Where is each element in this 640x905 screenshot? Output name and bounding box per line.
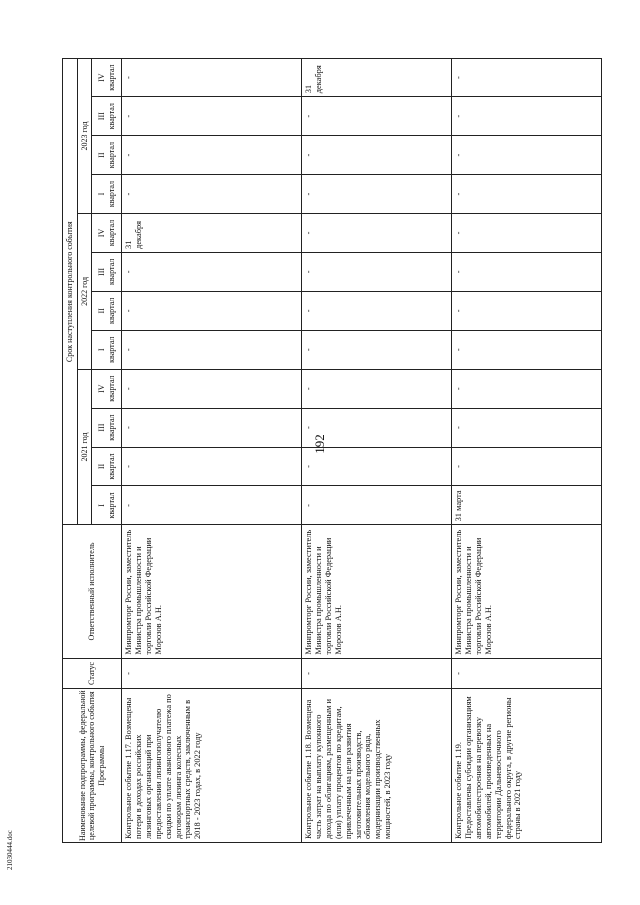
quarter-header — [92, 252, 122, 291]
quarter-number: III — [97, 267, 107, 276]
header-year-2022: 2022 год — [78, 214, 92, 370]
quarter-word: квартал — [106, 375, 116, 402]
deadline-cell: - — [302, 175, 452, 214]
deadline-cell: - — [452, 214, 602, 253]
deadline-cell: - — [452, 136, 602, 175]
quarter-number: II — [97, 152, 107, 158]
deadline-cell: - — [302, 408, 452, 447]
quarter-header — [92, 97, 122, 136]
deadline-cell: - — [122, 330, 302, 369]
quarter-word: квартал — [106, 219, 116, 247]
quarter-number: II — [97, 308, 107, 314]
header-year-2023: 2023 год — [78, 59, 92, 214]
deadline-cell: - — [302, 330, 452, 369]
quarter-word: квартал — [106, 336, 116, 363]
quarter-number: IV — [97, 228, 107, 238]
quarter-number: IV — [97, 73, 107, 82]
deadline-cell: 31 декабря — [122, 214, 302, 253]
schedule-sheet — [62, 58, 606, 843]
quarter-word: квартал — [106, 258, 116, 286]
deadline-cell: - — [302, 447, 452, 486]
quarter-word: квартал — [106, 180, 116, 208]
quarter-number: II — [97, 463, 107, 470]
quarter-number: IV — [97, 384, 107, 393]
deadline-cell: - — [452, 369, 602, 408]
deadline-cell: - — [452, 408, 602, 447]
quarter-number: I — [97, 348, 107, 352]
quarter-header — [92, 447, 122, 486]
deadline-cell: - — [122, 59, 302, 97]
deadline-cell: - — [122, 136, 302, 175]
quarter-header — [92, 486, 122, 525]
quarter-number: I — [97, 192, 107, 196]
quarter-header — [92, 59, 122, 97]
deadline-cell: - — [452, 252, 602, 291]
header-executor: Ответственный исполнитель — [63, 525, 122, 658]
deadline-cell: - — [122, 369, 302, 408]
quarter-word: квартал — [106, 103, 116, 130]
deadline-cell: - — [302, 214, 452, 253]
deadline-cell: - — [122, 291, 302, 330]
event-name: Контрольное событие 1.18. Возмещена часть затрат на выплату купонного дохода по облигациям, размещенным и (или) уплату процентов по кредитам, привлеченным на цели развития заготовительных производств, обновления модельного ряда, модернизации производственных мощностей, в 2023 году — [302, 689, 452, 843]
deadline-cell: - — [302, 252, 452, 291]
quarter-header — [92, 291, 122, 330]
table-row — [302, 59, 452, 843]
event-status: - — [452, 658, 602, 689]
quarter-header — [92, 330, 122, 369]
control-events-table — [62, 58, 602, 843]
deadline-cell: - — [452, 330, 602, 369]
deadline-cell: - — [302, 369, 452, 408]
deadline-cell: - — [302, 136, 452, 175]
deadline-cell: 31 марта — [452, 486, 602, 525]
deadline-cell: - — [452, 59, 602, 97]
header-year-2021: 2021 год — [78, 369, 92, 525]
deadline-cell: - — [302, 291, 452, 330]
quarter-number: I — [97, 504, 107, 507]
deadline-cell: - — [452, 447, 602, 486]
deadline-cell: - — [302, 97, 452, 136]
table-row — [452, 59, 602, 843]
deadline-cell: - — [122, 252, 302, 291]
deadline-cell: - — [122, 175, 302, 214]
header-status: Статус — [63, 658, 122, 689]
quarter-header — [92, 175, 122, 214]
event-executor: Минпромторг России, заместитель Министра промышленности и торговли Российской Федерации Морозов А.Н. — [452, 525, 602, 658]
table-row — [122, 59, 302, 843]
quarter-number: III — [97, 423, 107, 432]
deadline-cell: - — [122, 447, 302, 486]
event-status: - — [302, 658, 452, 689]
deadline-cell: - — [452, 291, 602, 330]
quarter-word: квартал — [106, 297, 116, 324]
schedule-body — [122, 59, 602, 843]
header-deadline: Срок наступления контрольного события — [63, 59, 78, 525]
quarter-header — [92, 408, 122, 447]
event-name: Контрольное событие 1.19. Предоставлены субсидии организациям автомобилестроения на перевозку автомобилей, произведенных на территории Дальневосточного федерального округа, в другие регионы страны в 2021 году — [452, 689, 602, 843]
footer-file-code: 21030444.doc — [6, 830, 14, 870]
event-status: - — [122, 658, 302, 689]
event-name: Контрольное событие 1.17. Возмещены потери в доходах российских лизинговых организаций при предоставлении лизингополучателю скидки по уплате авансового платежа по договорам лизинга колесных транспортных средств, заключенным в 2018 - 2023 годах, в 2022 году — [122, 689, 302, 843]
quarter-word: квартал — [106, 64, 116, 91]
deadline-cell: - — [452, 97, 602, 136]
page-number: 192 — [312, 434, 327, 454]
event-executor: Минпромторг России, заместитель Министра промышленности и торговли Российской Федерации Морозов А.Н. — [302, 525, 452, 658]
deadline-cell: 31 декабря — [302, 59, 452, 97]
deadline-cell: - — [122, 408, 302, 447]
deadline-cell: - — [452, 175, 602, 214]
deadline-cell: - — [302, 486, 452, 525]
quarter-header — [92, 136, 122, 175]
quarter-header — [92, 369, 122, 408]
quarter-word: квартал — [106, 492, 116, 519]
quarter-word: квартал — [106, 453, 116, 480]
deadline-cell: - — [122, 97, 302, 136]
quarter-word: квартал — [106, 142, 116, 169]
header-name: Наименование подпрограммы, федеральной целевой программы, контрольного события Программы — [63, 689, 122, 843]
quarter-number: III — [97, 112, 107, 121]
event-executor: Минпромторг России, заместитель Министра промышленности и торговли Российской Федерации Морозов А.Н. — [122, 525, 302, 658]
quarter-word: квартал — [106, 414, 116, 441]
quarter-header — [92, 214, 122, 253]
deadline-cell: - — [122, 486, 302, 525]
